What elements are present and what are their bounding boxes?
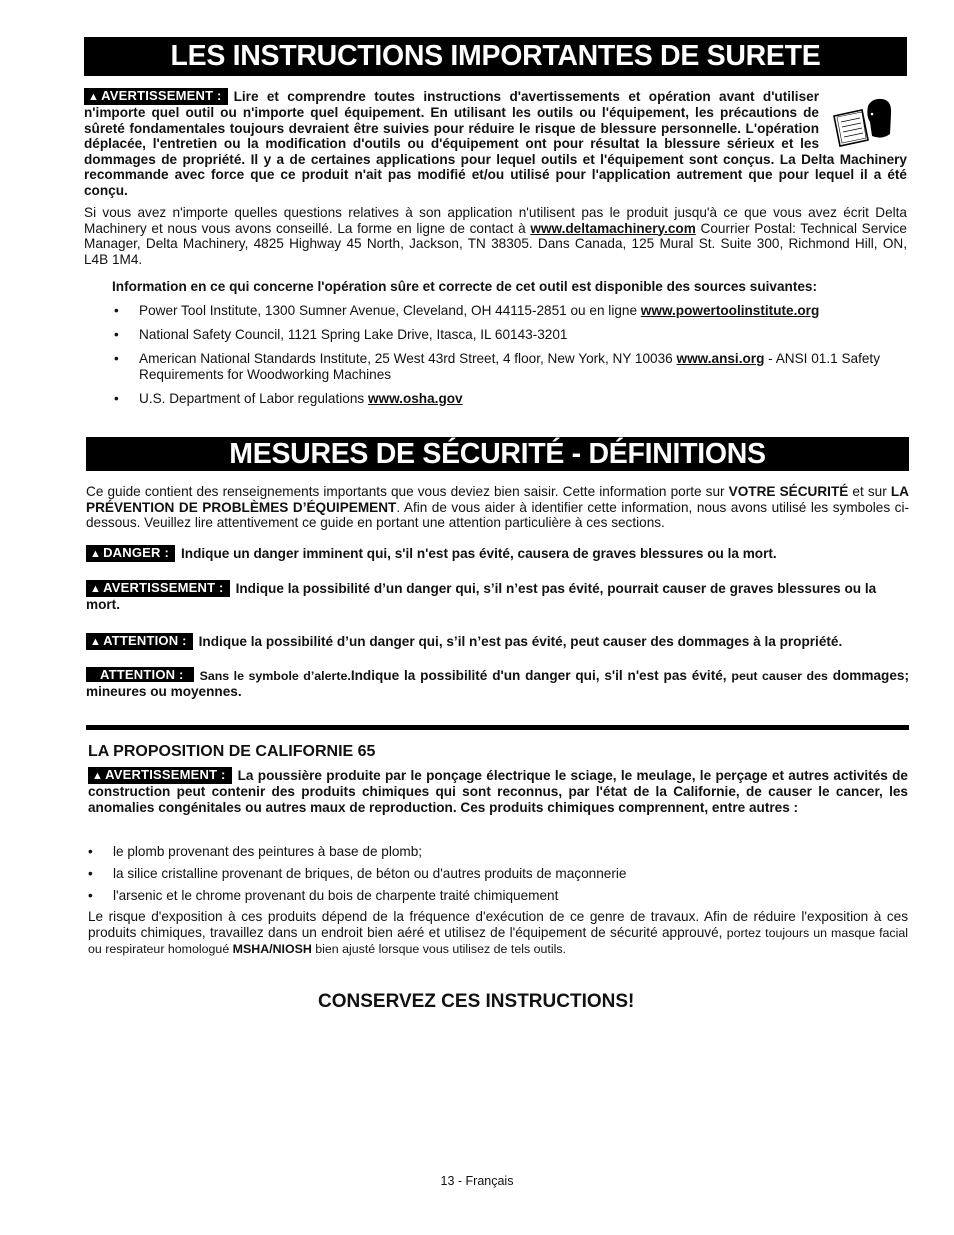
california-warning: ▲ AVERTISSEMENT : La poussière produite par le ponçage électrique le sciage, le meulage, le perçage et autres activités de construction peut contenir des produits chimiques qui sont reconnus, par l'état de la Californie, de causer le cancer, les anomalies congénitales ou autres maux de reproduction. Ces produits chimiques comprennent, entre autres :	[88, 767, 908, 815]
avertissement-definition: ▲ AVERTISSEMENT : Indique la possibilité d’un danger qui, s’il n’est pas évité, pourrait causer de graves blessures ou la mort.	[86, 580, 877, 612]
chemicals-list	[88, 844, 908, 910]
intro-warning	[84, 88, 907, 198]
info-heading: Information en ce qui concerne l'opération sûre et correcte de cet outil est disponible des sources suivantes:	[112, 279, 818, 294]
exposure-risk-paragraph: Le risque d'exposition à ces produits dépend de la fréquence d'exécution de ce genre de travaux. Afin de réduire l'exposition à ces produits chimiques, travaillez dans un endroit bien aéré et utilisez de l'équipement de sécurité approuvé, portez toujours un masque facial ou respirateur homologué MSHA/NIOSH bien ajusté lorsque vous utilisez de tels outils.	[88, 909, 908, 956]
page-footer: 13 - Français	[440, 1174, 514, 1188]
sources-list	[114, 303, 906, 415]
list-item: • le plomb provenant des peintures à base de plomb;	[88, 844, 423, 859]
safety-instructions-banner: LES INSTRUCTIONS IMPORTANTES DE SURETE	[84, 37, 907, 76]
warning-triangle-icon: ▲	[90, 548, 102, 560]
warning-triangle-icon: ▲	[88, 91, 100, 103]
list-item: • American National Standards Institute, 25 West 43rd Street, 4 floor, New York, NY 10036 www.ansi.org - ANSI 01.1 Safety Requirements for Woodworking Machines	[114, 351, 880, 382]
list-item: • Power Tool Institute, 1300 Sumner Avenue, Cleveland, OH 44115-2851 ou en ligne www.powertoolinstitute.org	[114, 303, 820, 318]
warning-triangle-icon: ▲	[92, 770, 104, 782]
avertissement-tag: ▲ AVERTISSEMENT :	[88, 767, 232, 784]
attention-definition: ▲ ATTENTION : Indique la possibilité d’un danger qui, s’il n’est pas évité, peut causer des dommages à la propriété.	[86, 633, 909, 650]
contact-paragraph	[84, 205, 907, 267]
save-instructions-heading: CONSERVEZ CES INSTRUCTIONS!	[318, 991, 635, 1012]
attention-tag: ▲ ATTENTION :	[86, 633, 193, 650]
california-heading: LA PROPOSITION DE CALIFORNIE 65	[88, 743, 376, 760]
section-divider	[86, 725, 909, 730]
list-item: • l'arsenic et le chrome provenant du bois de charpente traité chimiquement	[88, 888, 559, 903]
list-item: • National Safety Council, 1121 Spring Lake Drive, Itasca, IL 60143-3201	[114, 327, 568, 342]
warning-triangle-icon: ▲	[90, 636, 102, 648]
danger-definition: ▲ DANGER : Indique un danger imminent qui, s'il n'est pas évité, causera de graves blessures ou la mort.	[86, 545, 909, 562]
list-item: • la silice cristalline provenant de briques, de béton ou d'autres produits de maçonnerie	[88, 866, 627, 881]
attention-plain-tag: ATTENTION :	[86, 667, 194, 682]
list-item: • U.S. Department of Labor regulations www.osha.gov	[114, 391, 463, 406]
osha-link[interactable]: www.osha.gov	[367, 391, 463, 406]
intro-text: Lire et comprendre toutes instructions d'avertissements et opération avant d'utiliser n'importe quel outil ou n'importe quel équipement. En utilisant les outils ou l'équipement, les précautions de sûreté fondamentales toujours devraient être suivies pour réduire le risque de blessure personnelle. L'opération déplacée, l'entretien ou la modification d'outils ou d'équipement ont pour résultat la blessure sérieux et les dommages de propriété. Il y a de certaines applications pour lequel outils et l'équipement sont conçus. La Delta Machinery recommande avec force que ce produit n'ait pas modifié et/ou utilisé pour l'application autrement que pour lequel il a été conçu.	[84, 89, 907, 198]
ansi-link[interactable]: www.ansi.org	[676, 351, 765, 366]
contact-address: Courrier Postal: Technical Service Manager, Delta Machinery, 4825 Highway 45 North, Jackson, TN 38305. Dans Canada, 125 Mural St. Suite 300, Richmond Hill, ON, L4B 1M4.	[84, 220, 907, 267]
avertissement-tag: ▲ AVERTISSEMENT :	[84, 88, 228, 105]
warning-triangle-icon: ▲	[90, 583, 102, 595]
delta-link[interactable]: www.deltamachinery.com	[530, 220, 696, 236]
danger-tag: ▲ DANGER :	[86, 545, 175, 562]
attention-nosymbol-definition: ATTENTION : Sans le symbole d’alerte.Indique la possibilité d'un danger qui, s'il n'est pas évité, peut causer des dommages; mineures ou moyennes.	[86, 667, 909, 699]
definitions-banner: MESURES DE SÉCURITÉ - DÉFINITIONS	[86, 437, 909, 471]
avertissement-tag: ▲ AVERTISSEMENT :	[86, 580, 230, 597]
contact-text: Si vous avez n'importe quelles questions relatives à son application n'utilisent pas le produit jusqu'à ce que vous avez écrit Delta Machinery et nous vous avons conseillé. La forme en ligne de contact à	[84, 205, 907, 236]
pti-link[interactable]: www.powertoolinstitute.org	[640, 303, 820, 318]
guide-paragraph: Ce guide contient des renseignements importants que vous deviez bien saisir. Cette information porte sur VOTRE SÉCURITÉ et sur LA PRÉVENTION DE PROBLÈMES D’ÉQUIPEMENT. Afin de vous aider à identifier cette information, nous avons utilisé les symboles ci-dessous. Veuillez lire attentivement ce guide en portant une attention particulière à ces sections.	[86, 484, 909, 530]
